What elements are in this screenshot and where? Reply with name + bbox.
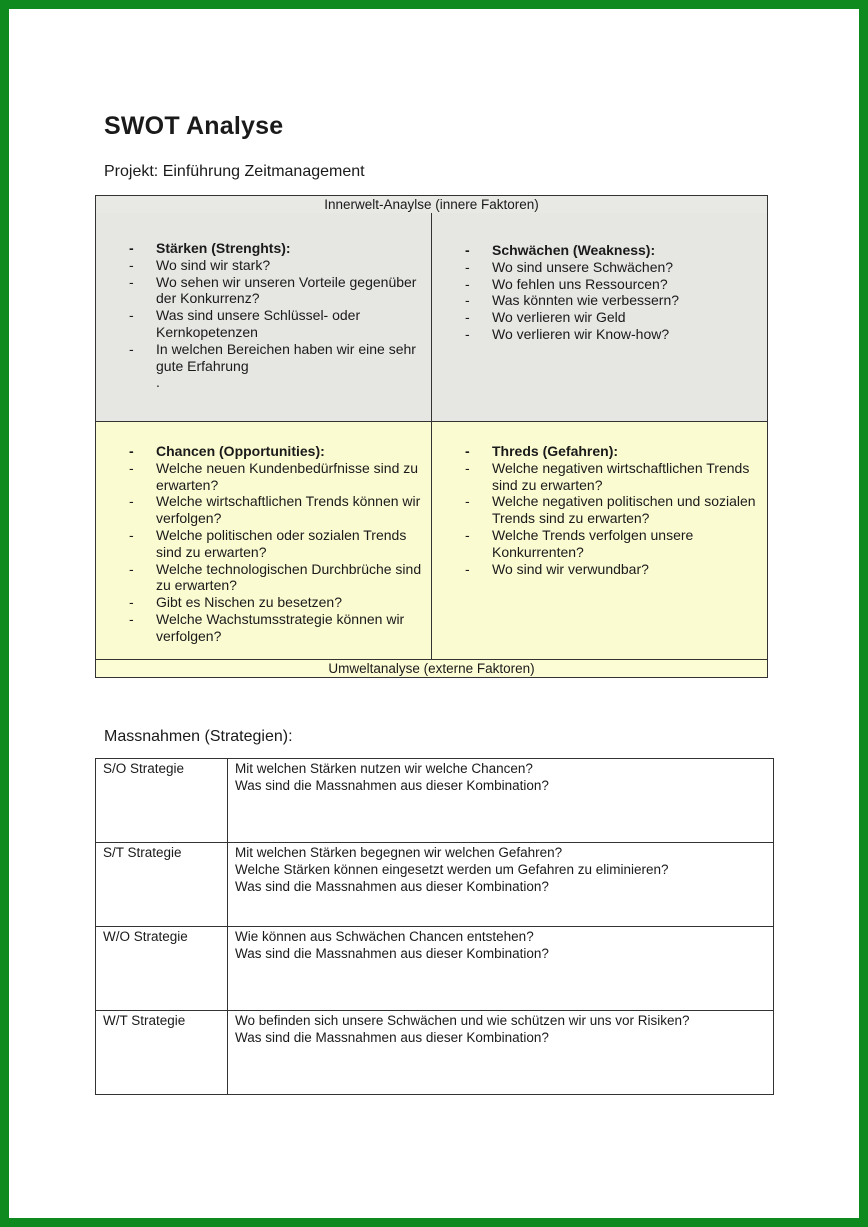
- strategy-line: Was sind die Massnahmen aus dieser Kombination?: [235, 777, 549, 793]
- weaknesses-heading: - Schwächen (Weakness):: [465, 242, 755, 259]
- strategy-label: W/T Strategie: [96, 1011, 228, 1095]
- list-item: - Welche negativen wirtschaftlichen Trends sind zu erwarten?: [465, 460, 760, 494]
- strengths-quadrant: [96, 213, 432, 422]
- list-item: - Wo sind wir verwundbar?: [465, 561, 760, 578]
- page-title: SWOT Analyse: [104, 112, 284, 140]
- list-item-trailing: .: [156, 374, 160, 391]
- strategy-text: [228, 927, 774, 1011]
- strategy-line: Was sind die Massnahmen aus dieser Kombination?: [235, 1029, 549, 1045]
- list-item: - Wo verlieren wir Know-how?: [465, 326, 755, 343]
- strategy-line: Mit welchen Stärken begegnen wir welchen Gefahren?: [235, 845, 563, 860]
- table-row: [96, 843, 774, 927]
- list-item: - Wo fehlen uns Ressourcen?: [465, 276, 755, 293]
- strategy-label: S/T Strategie: [96, 843, 228, 927]
- swot-header: Innerwelt-Anaylse (innere Faktoren): [96, 196, 767, 214]
- strengths-list: [129, 240, 419, 391]
- strategy-line: Welche Stärken können eingesetzt werden um Gefahren zu eliminieren?: [235, 861, 669, 877]
- strategy-line: Wo befinden sich unsere Schwächen und wie schützen wir uns vor Risiken?: [235, 1013, 690, 1028]
- measures-heading: Massnahmen (Strategien):: [104, 728, 293, 745]
- opportunities-heading: - Chancen (Opportunities):: [129, 443, 424, 460]
- strategy-text: [228, 1011, 774, 1095]
- opportunities-quadrant: [96, 422, 432, 660]
- table-row: [96, 927, 774, 1011]
- strategy-line: Was sind die Massnahmen aus dieser Kombination?: [235, 945, 549, 961]
- weaknesses-quadrant: [432, 213, 767, 422]
- strategy-line: Mit welchen Stärken nutzen wir welche Chancen?: [235, 761, 533, 776]
- list-item: - Was könnten wie verbessern?: [465, 292, 755, 309]
- list-item: - Welche politischen oder sozialen Trends sind zu erwarten?: [129, 527, 424, 561]
- threats-heading: - Threds (Gefahren):: [465, 443, 760, 460]
- list-item: - Welche technologischen Durchbrüche sind zu erwarten?: [129, 561, 424, 595]
- list-item: - Was sind unsere Schlüssel- oder Kernkopetenzen: [129, 307, 419, 341]
- strategy-text: [228, 759, 774, 843]
- list-item: - Welche Trends verfolgen unsere Konkurrenten?: [465, 527, 760, 561]
- strengths-heading: - Stärken (Strenghts):: [129, 240, 419, 257]
- threats-quadrant: [432, 422, 767, 660]
- strategy-text: [228, 843, 774, 927]
- list-item: - Wo sind unsere Schwächen?: [465, 259, 755, 276]
- list-item: - Wo verlieren wir Geld: [465, 309, 755, 326]
- strategy-label: W/O Strategie: [96, 927, 228, 1011]
- list-item: - Welche Wachstumsstrategie können wir verfolgen?: [129, 611, 424, 645]
- strategy-label: S/O Strategie: [96, 759, 228, 843]
- list-item: - Welche negativen politischen und sozialen Trends sind zu erwarten?: [465, 493, 760, 527]
- table-row: [96, 1011, 774, 1095]
- opportunities-list: [129, 443, 424, 645]
- list-item: - Wo sehen wir unseren Vorteile gegenüber der Konkurrenz?: [129, 274, 419, 308]
- list-item: - Welche wirtschaftlichen Trends können wir verfolgen?: [129, 493, 424, 527]
- strategy-table: [95, 758, 774, 1095]
- project-subtitle: Projekt: Einführung Zeitmanagement: [104, 163, 365, 180]
- threats-list: [465, 443, 760, 577]
- list-item: - Gibt es Nischen zu besetzen?: [129, 594, 424, 611]
- list-item: - In welchen Bereichen haben wir eine sehr gute Erfahrung: [129, 341, 419, 375]
- list-item: - Welche neuen Kundenbedürfnisse sind zu erwarten?: [129, 460, 424, 494]
- strategy-line: Was sind die Massnahmen aus dieser Kombination?: [235, 878, 549, 894]
- list-item: - Wo sind wir stark?: [129, 257, 419, 274]
- swot-matrix: [95, 195, 768, 678]
- document-page: [9, 9, 859, 1218]
- strategy-line: Wie können aus Schwächen Chancen entstehen?: [235, 929, 534, 944]
- table-row: [96, 759, 774, 843]
- swot-footer: Umweltanalyse (externe Faktoren): [96, 659, 767, 677]
- weaknesses-list: [465, 242, 755, 343]
